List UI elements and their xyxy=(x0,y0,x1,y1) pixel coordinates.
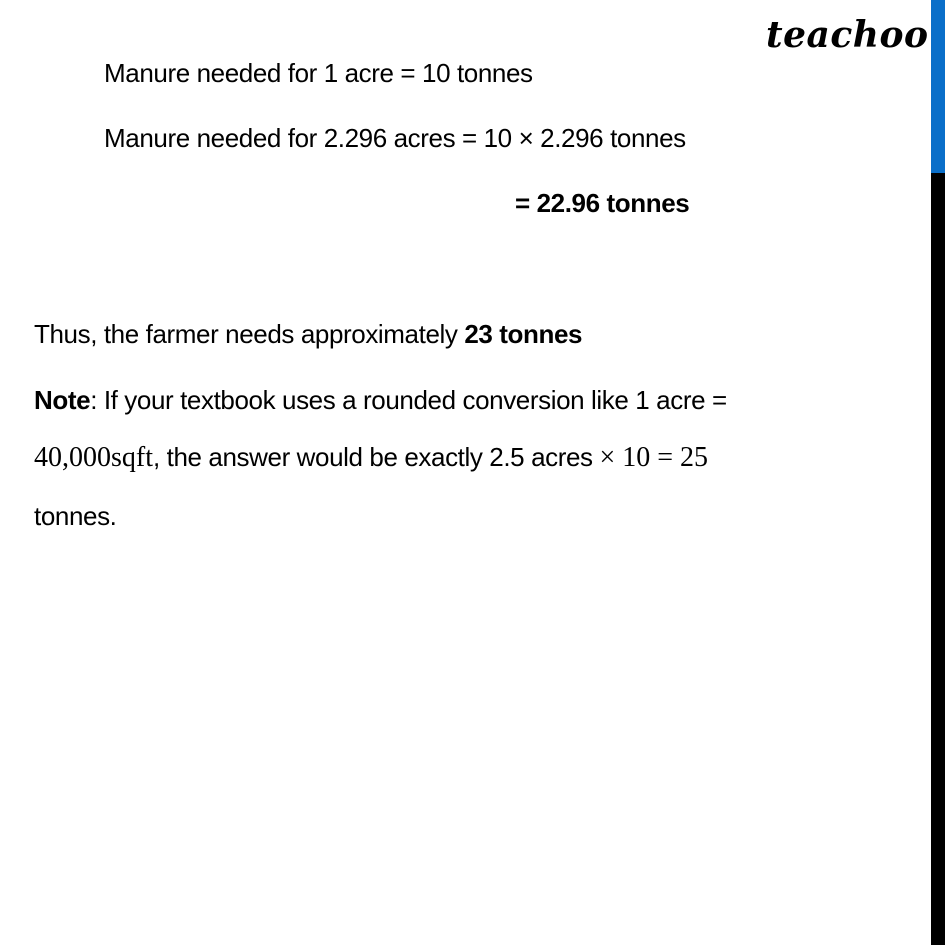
note-label: Note xyxy=(34,385,91,415)
note-line-3: tonnes. xyxy=(34,501,117,531)
note-line-2 xyxy=(34,441,708,474)
note-math-result: × 10 = 25 xyxy=(599,442,709,473)
note-line-1 xyxy=(34,384,727,416)
conclusion-line xyxy=(34,318,582,350)
conclusion-answer: 23 tonnes xyxy=(464,319,583,349)
note-math-area: 40,000sqft xyxy=(34,442,153,473)
conclusion-text: Thus, the farmer needs approximately xyxy=(34,319,465,349)
teachoo-logo: teachoo xyxy=(766,14,929,56)
manure-per-acre-line: Manure needed for 1 acre = 10 tonnes xyxy=(104,58,533,88)
side-bar-accent xyxy=(931,0,945,173)
manure-result-line: = 22.96 tonnes xyxy=(515,188,690,218)
note-text-1: : If your textbook uses a rounded conversion like 1 acre = xyxy=(90,385,727,415)
note-text-2: , the answer would be exactly 2.5 acres xyxy=(153,442,600,472)
side-bar-dark xyxy=(931,173,945,945)
manure-total-line: Manure needed for 2.296 acres = 10 × 2.296 tonnes xyxy=(104,123,686,153)
